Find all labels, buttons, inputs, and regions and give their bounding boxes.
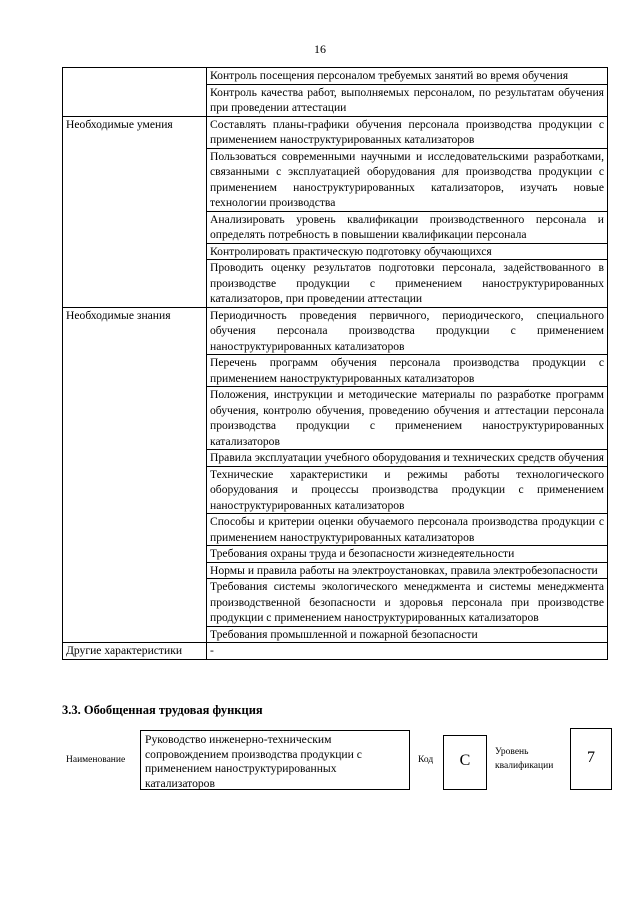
table-row [63, 116, 608, 148]
table-cell: Контроль качества работ, выполняемых персоналом, по результатам обучения при проведении аттестации [207, 84, 608, 116]
table-cell: Положения, инструкции и методические материалы по разработке программ обучения, контролю обучения, проведению обучения и аттестации персонала производства продукции с применением наноструктурированных катализаторов [207, 387, 608, 450]
other-value: - [207, 643, 608, 660]
table-cell: Требования охраны труда и безопасности жизнедеятельности [207, 546, 608, 563]
qualification-level-label [495, 745, 553, 773]
table-cell: Нормы и правила работы на электроустановках, правила электробезопасности [207, 562, 608, 579]
table-cell: Контроль посещения персоналом требуемых занятий во время обучения [207, 68, 608, 85]
code-value: С [443, 735, 487, 790]
table-cell: Способы и критерии оценки обучаемого персонала производства продукции с применением наноструктурированных катализаторов [207, 514, 608, 546]
code-label: Код [418, 755, 434, 765]
section-heading: 3.3. Обобщенная трудовая функция [62, 703, 263, 717]
empty-label-cell [63, 68, 207, 117]
table-row [63, 307, 608, 355]
qualification-level-label-line-1: Уровень [495, 747, 529, 757]
name-label: Наименование [66, 755, 126, 765]
table-cell: Контролировать практическую подготовку обучающихся [207, 243, 608, 260]
table-cell: Технические характеристики и режимы работы технологического оборудования и процессы производства продукции с применением наноструктурированных катализаторов [207, 466, 608, 514]
page-number: 16 [314, 42, 326, 56]
table-row [63, 643, 608, 660]
table-cell: Требования промышленной и пожарной безопасности [207, 626, 608, 643]
other-label: Другие характеристики [63, 643, 207, 660]
table-row [63, 68, 608, 85]
table-cell: Составлять планы-графики обучения персонала производства продукции с применением наноструктурированных катализаторов [207, 116, 608, 148]
table-cell: Требования системы экологического менеджмента и системы менеджмента производственной безопасности и здоровья персонала при производстве продукции с применением наноструктурированных катализаторов [207, 579, 608, 627]
table-cell: Правила эксплуатации учебного оборудования и технических средств обучения [207, 450, 608, 467]
qualification-level-label-line-2: квалификации [495, 761, 554, 771]
table-cell: Проводить оценку результатов подготовки персонала, задействованного в производстве продукции с применением наноструктурированных катализаторов, при проведении аттестации [207, 260, 608, 308]
qualification-level-value: 7 [570, 728, 612, 790]
table-cell: Пользоваться современными научными и исследовательскими разработками, связанными с эксплуатацией оборудования для производства продукции с применением наноструктурированных катализаторов, изучать новые технологии производства [207, 148, 608, 211]
knowledge-label: Необходимые знания [63, 307, 207, 643]
table-cell: Анализировать уровень квалификации производственного персонала и определять потребность в повышении квалификации персонала [207, 211, 608, 243]
skills-label: Необходимые умения [63, 116, 207, 307]
table-cell: Перечень программ обучения персонала производства продукции с применением наноструктурированных катализаторов [207, 355, 608, 387]
name-value: Руководство инженерно-техническим сопровождением производства продукции с применением наноструктурированных катализаторов [140, 730, 410, 790]
table-cell: Периодичность проведения первичного, периодического, специального обучения персонала производства продукции с применением наноструктурированных катализаторов [207, 307, 608, 355]
labor-function-table [62, 67, 608, 660]
